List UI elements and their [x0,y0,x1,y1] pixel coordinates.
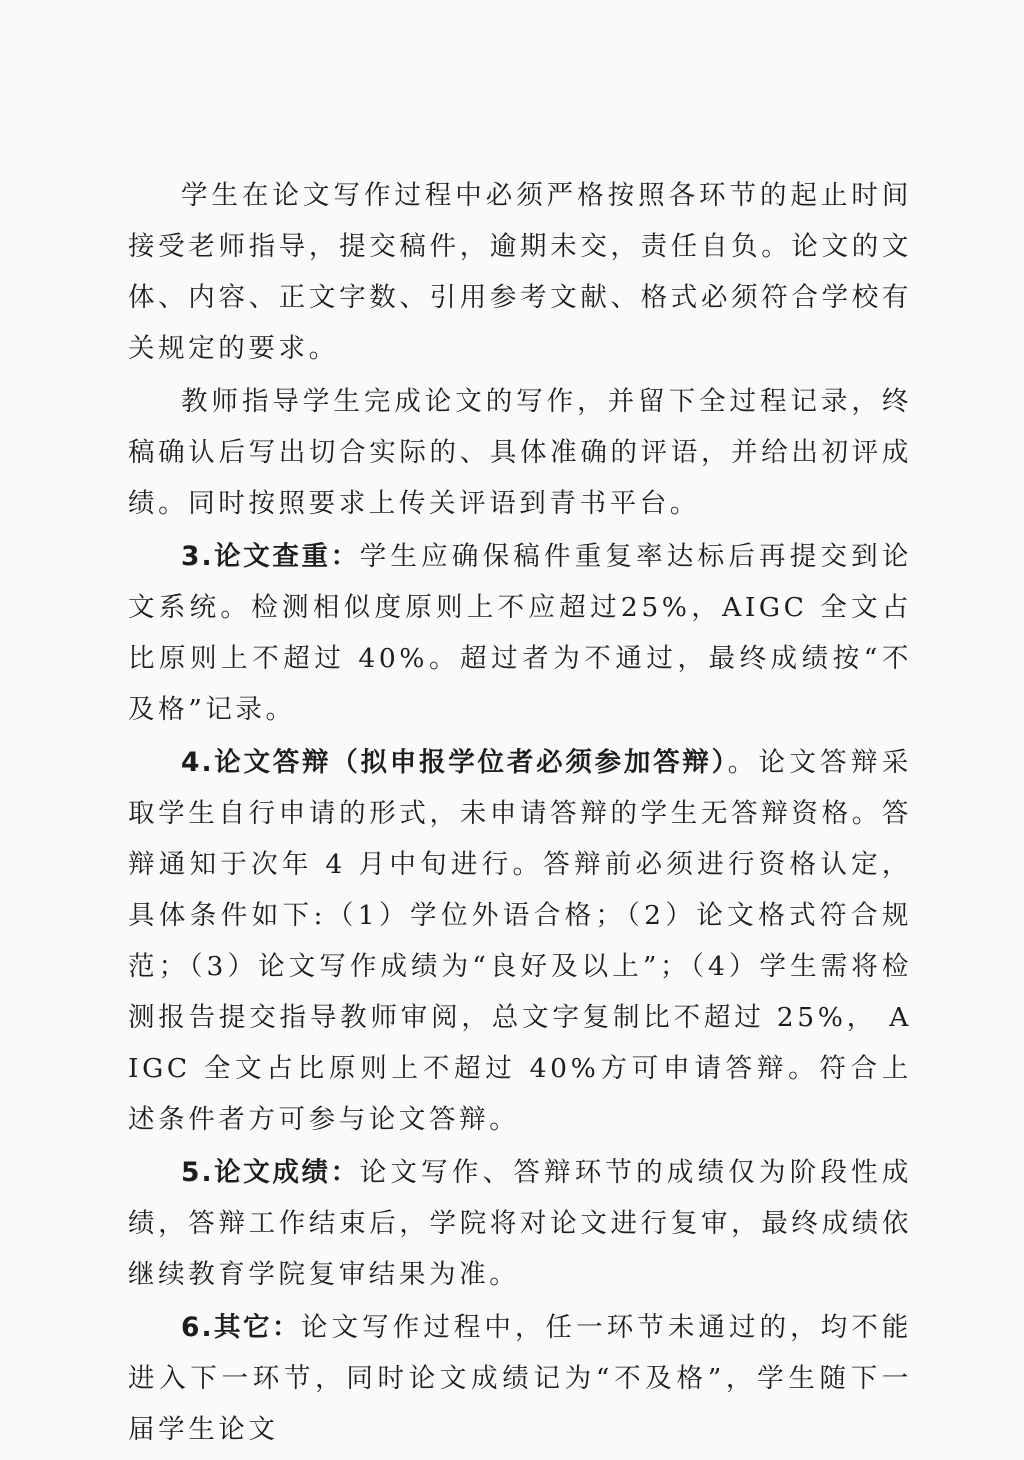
paragraph-heading: 4.论文答辩（拟申报学位者必须参加答辩） [181,747,728,778]
paragraph-submission-rules [128,170,912,374]
paragraph-text: 。论文答辩采取学生自行申请的形式，未申请答辩的学生无答辩资格。答辩通知于次年 4 月中旬进行。答辩前必须进行资格认定，具体条件如下:（1）学位外语合格；（2）论文格式符合规范；（3）论文写作成绩为“良好及以上”；（4）学生需将检测报告提交指导教师审阅，总文字复制比不超过 25%， AIGC 全文占比原则上不超过 40%方可申请答辩。符合上述条件者方可参与论文答辩。 [128,747,912,1135]
paragraph-heading: 3.论文查重： [181,541,360,572]
paragraph-text: 学生应确保稿件重复率达标后再提交到论文系统。检测相似度原则上不应超过25%，AIGC 全文占比原则上不超过 40%。超过者为不通过，最终成绩按“不及格”记录。 [128,541,912,725]
paragraph-text: 论文写作、答辩环节的成绩仅为阶段性成绩，答辩工作结束后，学院将对论文进行复审，最终成绩依继续教育学院复审结果为准。 [128,1157,912,1290]
paragraph-text: 论文写作过程中，任一环节未通过的，均不能进入下一环节，同时论文成绩记为“不及格”，学生随下一届学生论文 [128,1312,912,1445]
paragraph-other [128,1302,912,1455]
paragraph-teacher-guidance [128,376,912,529]
paragraph-grades [128,1147,912,1300]
paragraph-defense [128,737,912,1145]
paragraph-heading: 6.其它： [181,1312,301,1343]
paragraph-plagiarism-check [128,531,912,735]
paragraph-text: 教师指导学生完成论文的写作，并留下全过程记录，终稿确认后写出切合实际的、具体准确的评语，并给出初评成绩。同时按照要求上传关评语到青书平台。 [128,386,912,519]
document-body [128,170,912,1455]
paragraph-heading: 5.论文成绩： [181,1157,360,1188]
paragraph-text: 学生在论文写作过程中必须严格按照各环节的起止时间接受老师指导，提交稿件，逾期未交，责任自负。论文的文体、内容、正文字数、引用参考文献、格式必须符合学校有关规定的要求。 [128,180,912,364]
